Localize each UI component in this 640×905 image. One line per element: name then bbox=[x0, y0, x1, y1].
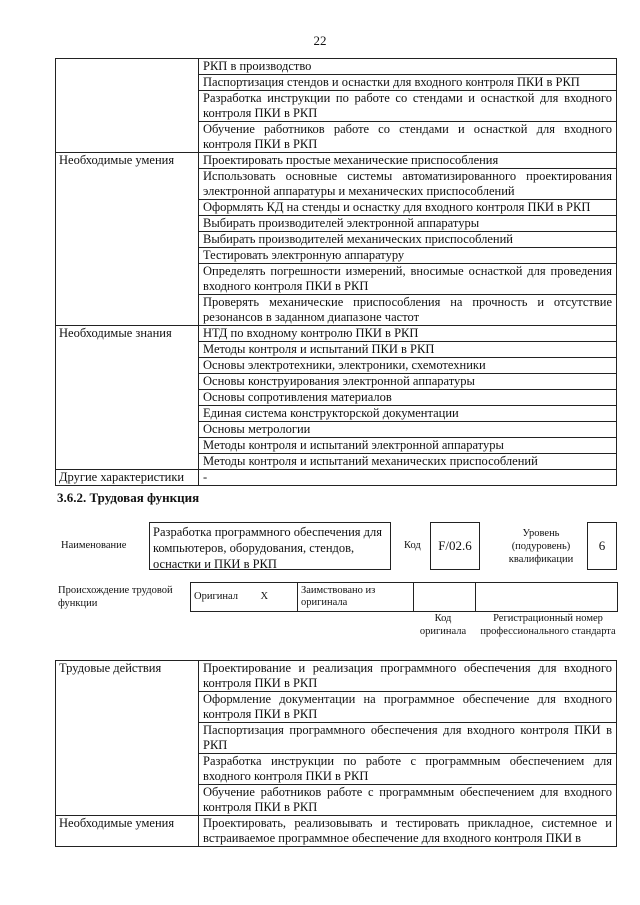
row-item-text: Основы сопротивления материалов bbox=[199, 390, 617, 406]
table-row bbox=[56, 661, 617, 692]
labor-actions-table bbox=[55, 660, 617, 847]
origin-code-cell bbox=[414, 583, 476, 612]
row-category-label: Необходимые умения bbox=[56, 816, 199, 847]
competency-table bbox=[55, 58, 617, 486]
row-item-text: Основы конструирования электронной аппаратуры bbox=[199, 374, 617, 390]
row-item-text: Выбирать производителей механических приспособлений bbox=[199, 232, 617, 248]
row-item-text: Определять погрешности измерений, вносимые оснасткой для проведения входного контроля ПКИ в РКП bbox=[199, 264, 617, 295]
row-category-label: Трудовые действия bbox=[56, 661, 199, 816]
row-item-text: Разработка инструкции по работе с программным обеспечением для входного контроля ПКИ в РКП bbox=[199, 754, 617, 785]
origin-table bbox=[190, 582, 618, 612]
row-item-text: Основы электротехники, электроники, схемотехники bbox=[199, 358, 617, 374]
name-label: Наименование bbox=[61, 540, 127, 551]
row-item-text: РКП в производство bbox=[199, 59, 617, 75]
row-item-text: - bbox=[199, 470, 617, 486]
row-item-text: Основы метрологии bbox=[199, 422, 617, 438]
section-heading: 3.6.2. Трудовая функция bbox=[57, 490, 200, 505]
row-item-text: Проектирование и реализация программного обеспечения для входного контроля ПКИ в РКП bbox=[199, 661, 617, 692]
origin-label: Происхождение трудовой функции bbox=[58, 585, 173, 609]
row-item-text: Паспортизация программного обеспечения для входного контроля ПКИ в РКП bbox=[199, 723, 617, 754]
origin-mark: X bbox=[258, 583, 298, 612]
row-item-text: Проверять механические приспособления на прочность и отсутствие резонансов в заданном диапазоне частот bbox=[199, 295, 617, 326]
row-item-text: Оформлять КД на стенды и оснастку для входного контроля ПКИ в РКП bbox=[199, 200, 617, 216]
qualification-level: 6 bbox=[587, 522, 617, 570]
row-item-text: Единая система конструкторской документации bbox=[199, 406, 617, 422]
row-item-text: Проектировать, реализовывать и тестировать прикладное, системное и встраиваемое программное обеспечение для входного контроля ПКИ в bbox=[199, 816, 617, 847]
row-category-label bbox=[56, 59, 199, 153]
code-label: Код bbox=[404, 540, 421, 551]
row-item-text: Обучение работников работе со стендами и оснасткой для входного контроля ПКИ в РКП bbox=[199, 122, 617, 153]
competency-table-body bbox=[56, 59, 617, 486]
row-item-text: Методы контроля и испытаний электронной аппаратуры bbox=[199, 438, 617, 454]
row-item-text: Тестировать электронную аппаратуру bbox=[199, 248, 617, 264]
level-label: Уровень (подуровень) квалификации bbox=[508, 528, 574, 565]
labor-actions-table-body bbox=[56, 661, 617, 847]
row-category-label: Другие характеристики bbox=[56, 470, 199, 486]
page-number: 22 bbox=[313, 33, 327, 48]
table-row bbox=[56, 816, 617, 847]
origin-reg-caption: Регистрационный номер профессионального стандарта bbox=[480, 613, 616, 637]
table-row bbox=[56, 326, 617, 342]
row-item-text: Оформление документации на программное обеспечение для входного контроля ПКИ в РКП bbox=[199, 692, 617, 723]
row-item-text: Методы контроля и испытаний механических приспособлений bbox=[199, 454, 617, 470]
row-item-text: Выбирать производителей электронной аппаратуры bbox=[199, 216, 617, 232]
function-code: F/02.6 bbox=[430, 522, 480, 570]
row-category-label: Необходимые умения bbox=[56, 153, 199, 326]
origin-borrowed-label: Заимствовано из оригинала bbox=[298, 583, 414, 612]
table-row bbox=[56, 59, 617, 75]
row-item-text: Паспортизация стендов и оснастки для входного контроля ПКИ в РКП bbox=[199, 75, 617, 91]
origin-code-caption: Код оригинала bbox=[419, 613, 467, 637]
table-row bbox=[56, 470, 617, 486]
origin-original-label: Оригинал bbox=[191, 583, 258, 612]
row-item-text: Разработка инструкции по работе со стендами и оснасткой для входного контроля ПКИ в РКП bbox=[199, 91, 617, 122]
origin-reg-cell bbox=[476, 583, 618, 612]
row-item-text: Методы контроля и испытаний ПКИ в РКП bbox=[199, 342, 617, 358]
row-item-text: Проектировать простые механические приспособления bbox=[199, 153, 617, 169]
row-category-label: Необходимые знания bbox=[56, 326, 199, 470]
row-item-text: Обучение работников работе с программным обеспечением для входного контроля ПКИ в РКП bbox=[199, 785, 617, 816]
row-item-text: Использовать основные системы автоматизированного проектирования электронной аппаратуры и механических приспособлений bbox=[199, 169, 617, 200]
function-name: Разработка программного обеспечения для компьютеров, оборудования, стендов, оснастки и ПКИ в РКП bbox=[149, 522, 391, 570]
row-item-text: НТД по входному контролю ПКИ в РКП bbox=[199, 326, 617, 342]
table-row bbox=[56, 153, 617, 169]
